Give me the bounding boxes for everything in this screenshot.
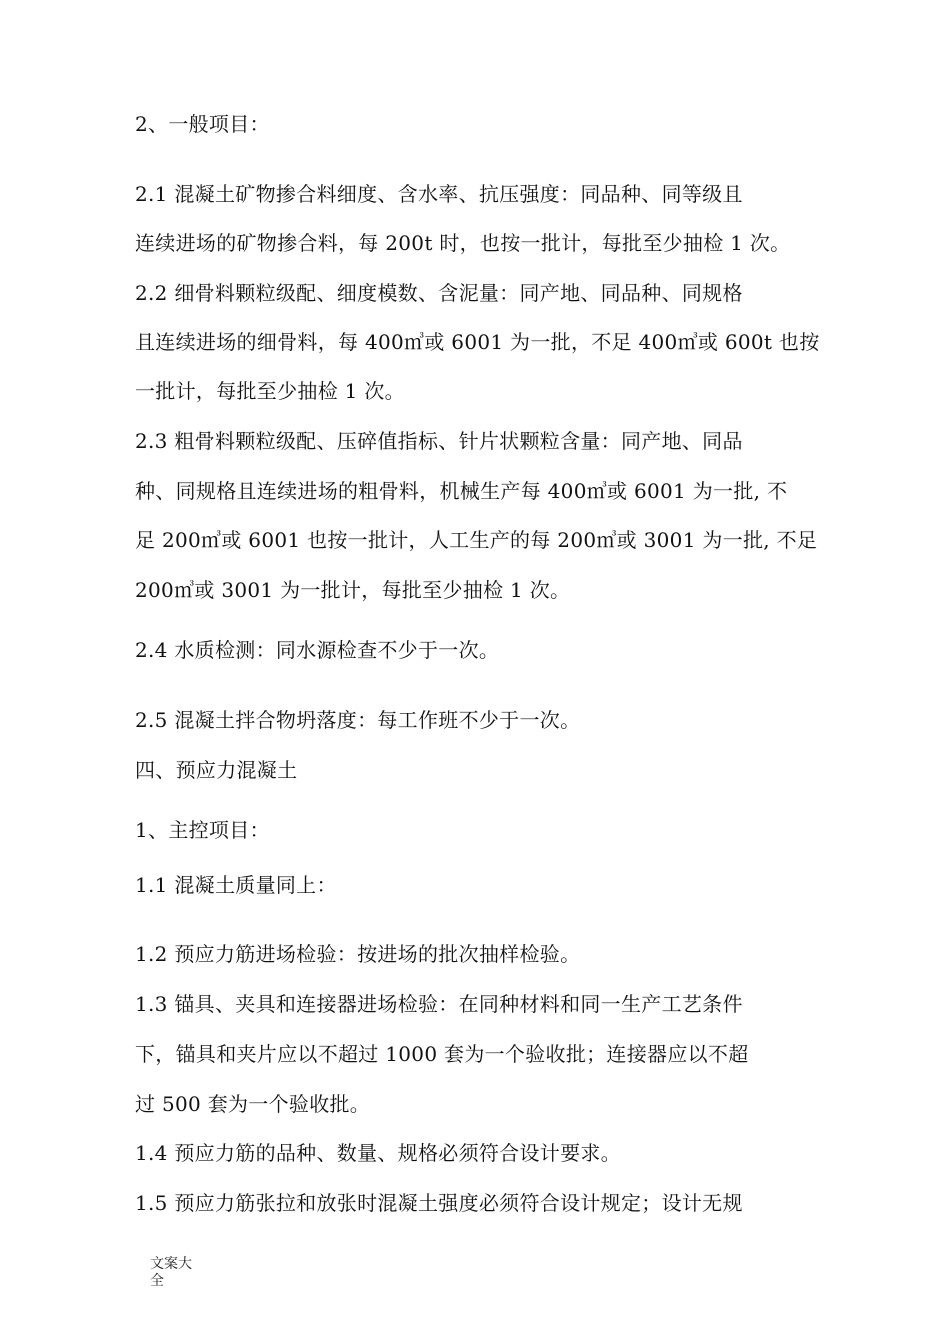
page-footer: 文案大全	[150, 1256, 192, 1289]
text-line: 种、同规格且连续进场的粗骨料，机械生产每 400㎥或 6001 为一批, 不	[135, 479, 788, 503]
text-line: 连续进场的矿物掺合料，每 200t 时，也按一批计，每批至少抽检 1 次。	[135, 231, 791, 255]
text-line: 2.4 水质检测：同水源检查不少于一次。	[135, 638, 500, 662]
text-line: 200㎥或 3001 为一批计，每批至少抽检 1 次。	[135, 578, 571, 602]
text-line: 1.5 预应力筋张拉和放张时混凝土强度必须符合设计规定；设计无规	[135, 1191, 743, 1215]
text-line: 且连续进场的细骨料，每 400㎥或 6001 为一批，不足 400㎥或 600t 也按	[135, 330, 820, 354]
text-line: 下，锚具和夹片应以不超过 1000 套为一个验收批；连接器应以不超	[135, 1042, 749, 1066]
text-line: 2.3 粗骨料颗粒级配、压碎值指标、针片状颗粒含量：同产地、同品	[135, 429, 743, 453]
text-line: 足 200㎥或 6001 也按一批计，人工生产的每 200㎥或 3001 为一批, 不足	[135, 528, 818, 552]
text-line: 1.3 锚具、夹具和连接器进场检验：在同种材料和同一生产工艺条件	[135, 992, 743, 1016]
text-line: 1.4 预应力筋的品种、数量、规格必须符合设计要求。	[135, 1141, 621, 1165]
text-line: 一批计，每批至少抽检 1 次。	[135, 379, 405, 403]
text-line: 2.2 细骨料颗粒级配、细度模数、含泥量：同产地、同品种、同规格	[135, 281, 743, 305]
text-line: 1.2 预应力筋进场检验：按进场的批次抽样检验。	[135, 942, 581, 966]
text-line: 过 500 套为一个验收批。	[135, 1092, 371, 1116]
text-line: 四、预应力混凝土	[135, 758, 298, 782]
text-line: 1.1 混凝土质量同上：	[135, 873, 337, 897]
text-line: 2.5 混凝土拌合物坍落度：每工作班不少于一次。	[135, 708, 581, 732]
text-line: 2、一般项目：	[135, 112, 270, 136]
text-line: 1、主控项目：	[135, 818, 270, 842]
text-line: 2.1 混凝土矿物掺合料细度、含水率、抗压强度：同品种、同等级且	[135, 182, 743, 206]
